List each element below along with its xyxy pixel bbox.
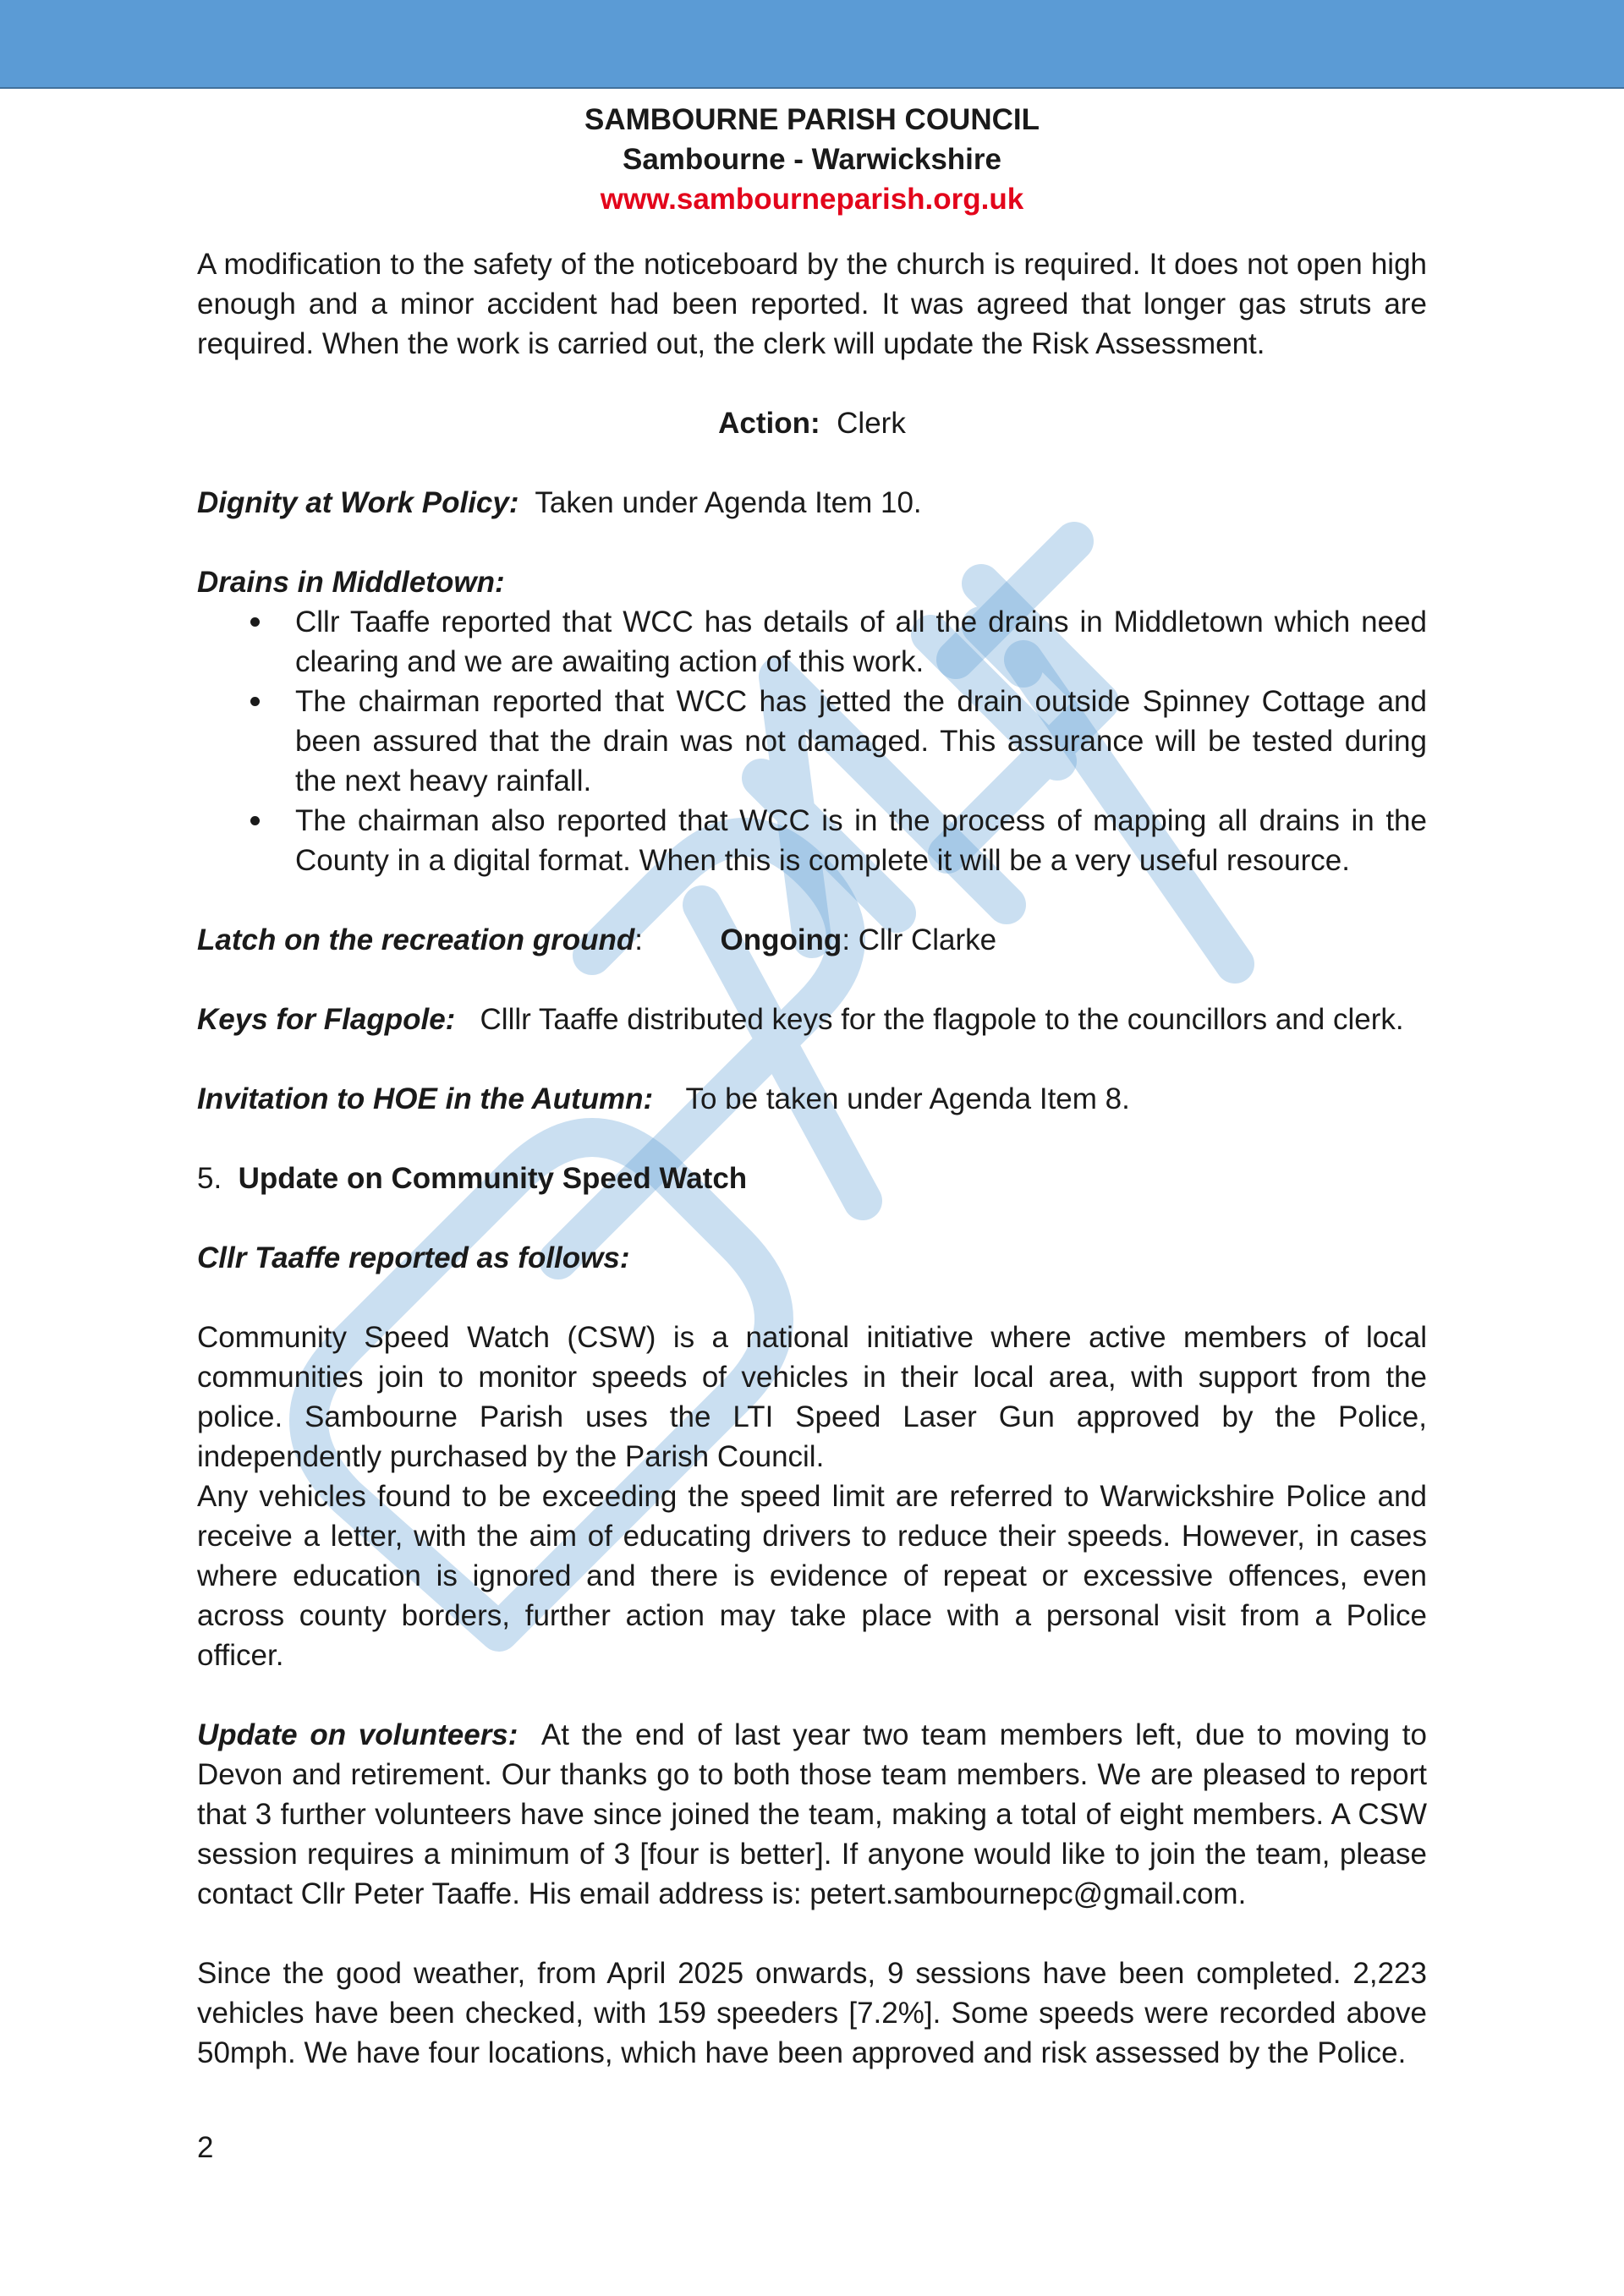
csw-reported-heading: Cllr Taaffe reported as follows:: [197, 1241, 630, 1274]
page-number: 2: [197, 2131, 214, 2164]
invitation-label: Invitation to HOE in the Autumn:: [197, 1082, 654, 1115]
bullet-icon: [250, 697, 260, 706]
latch-status-text: : Cllr Clarke: [842, 923, 997, 956]
action-label: Action:: [718, 407, 820, 440]
agenda-item-title: Update on Community Speed Watch: [238, 1162, 748, 1195]
flagpole-keys-label: Keys for Flagpole:: [197, 1003, 456, 1036]
invitation-line: [197, 1079, 1427, 1119]
list-item: [197, 682, 1427, 801]
dignity-policy-text: Taken under Agenda Item 10.: [535, 486, 922, 519]
bullet-icon: [250, 617, 260, 627]
csw-sessions-paragraph: Since the good weather, from April 2025 onwards, 9 sessions have been completed. 2,223 vehicles have been checked, with 159 speeders [7.2%]. Some speeds were recorded above 50mph. We have four locations, which have been approved and risk assessed by the Police.: [197, 1957, 1427, 2069]
latch-colon: :: [634, 923, 643, 956]
action-value: Clerk: [837, 407, 906, 440]
bullet-icon: [250, 816, 260, 825]
document-page: [197, 100, 1427, 2073]
latch-line: [197, 920, 1427, 960]
list-item: [197, 602, 1427, 682]
noticeboard-paragraph: A modification to the safety of the noticeboard by the church is required. It does not open high enough and a minor accident had been reported. It was agreed that longer gas struts are required. When the work is carried out, the clerk will update the Risk Assessment.: [197, 248, 1427, 360]
council-location: Sambourne - Warwickshire: [623, 143, 1001, 176]
council-name: SAMBOURNE PARISH COUNCIL: [584, 103, 1040, 136]
list-item-text: Cllr Taaffe reported that WCC has details of all the drains in Middletown which need clearing and we are awaiting action of this work.: [295, 606, 1427, 678]
drains-bullet-list: [197, 602, 1427, 880]
drains-heading: Drains in Middletown:: [197, 566, 505, 599]
csw-volunteers-paragraph: [197, 1715, 1427, 1914]
dignity-policy-line: [197, 483, 1427, 523]
list-item: [197, 801, 1427, 880]
noticeboard-action: [197, 403, 1427, 443]
csw-volunteers-text: At the end of last year two team members left, due to moving to Devon and retirement. Our thanks go to both those team members. We are pleased to report that 3 further volunteers have since joined the team, making a total of eight members. A CSW session requires a minimum of 3 [four is better]. If anyone would like to join the team, please contact Cllr Peter Taaffe. His email address is: petert.sambournepc@gmail.com.: [197, 1718, 1427, 1910]
flagpole-keys-text: Clllr Taaffe distributed keys for the flagpole to the councillors and clerk.: [480, 1003, 1404, 1036]
csw-paragraph-referral: Any vehicles found to be exceeding the speed limit are referred to Warwickshire Police and receive a letter, with the aim of educating drivers to reduce their speeds. However, in cases where education is ignored and there is evidence of repeat or excessive offences, even across county borders, further action may take place with a personal visit from a Police officer.: [197, 1480, 1427, 1672]
agenda-item-5-heading: [197, 1159, 1427, 1198]
list-item-text: The chairman also reported that WCC is in the process of mapping all drains in the County in a digital format. When this is complete it will be a very useful resource.: [295, 804, 1427, 877]
council-website-link[interactable]: www.sambourneparish.org.uk: [600, 183, 1024, 216]
flagpole-keys-line: [197, 1000, 1427, 1039]
top-color-band: [0, 0, 1624, 89]
csw-paragraph-intro: Community Speed Watch (CSW) is a national initiative where active members of local communities join to monitor speeds of vehicles in their local area, with support from the police. Sambourne Parish uses the LTI Speed Laser Gun approved by the Police, independently purchased by the Parish Council.: [197, 1321, 1427, 1473]
latch-label: Latch on the recreation ground: [197, 923, 635, 956]
list-item-text: The chairman reported that WCC has jetted the drain outside Spinney Cottage and been assured that the drain was not damaged. This assurance will be tested during the next heavy rainfall.: [295, 685, 1427, 797]
latch-status-label: Ongoing: [720, 923, 842, 956]
agenda-item-number: 5.: [197, 1162, 222, 1195]
letterhead: [197, 100, 1427, 219]
invitation-text: To be taken under Agenda Item 8.: [685, 1082, 1130, 1115]
dignity-policy-label: Dignity at Work Policy:: [197, 486, 519, 519]
csw-volunteers-label: Update on volunteers:: [197, 1718, 518, 1751]
